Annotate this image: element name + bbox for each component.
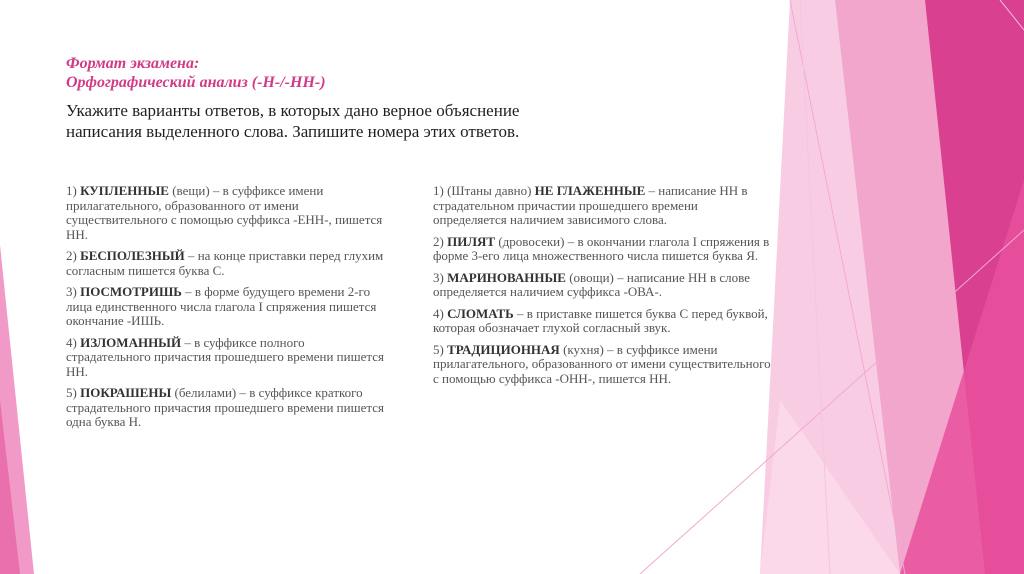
highlighted-word: ПИЛЯТ	[447, 233, 496, 249]
highlighted-word: БЕСПОЛЕЗНЫЙ	[80, 248, 185, 263]
answer-left-4: 4) ИЗЛОМАННЫЙ – в суффиксе полного страдательного причастия прошедшего времени пишется НН.	[66, 334, 384, 379]
answer-right-1: 1) (Штаны давно) НЕ ГЛАЖЕННЫЕ – написание НН в страдательном причастии прошедшего времени определяется наличием зависимого слова.	[433, 183, 748, 227]
answer-left-5: 5) ПОКРАШЕНЫ (белилами) – в суффиксе краткого страдательного причастия прошедшего времени пишется одна буква Н.	[66, 385, 384, 429]
answer-right-4: 4) СЛОМАТЬ – в приставке пишется буква С перед буквой, которая обозначает глухой согласный звук.	[433, 305, 768, 335]
answer-left-3: 3) ПОСМОТРИШЬ – в форме будущего времени 2-го лица единственного числа глагола I спряжения пишется окончание -ИШЬ.	[66, 284, 377, 328]
exam-title	[66, 54, 686, 92]
title-line-1: Формат экзамена:	[66, 55, 200, 72]
highlighted-word: НЕ ГЛАЖЕННЫЕ	[534, 183, 646, 198]
answer-left-2: 2) БЕСПОЛЕЗНЫЙ – на конце приставки перед глухим согласным пишется буква С.	[66, 248, 384, 278]
task-line-2: написания выделенного слова. Запишите номера этих ответов.	[66, 122, 520, 141]
answers-left-column	[66, 184, 388, 437]
answer-right-5: 5) ТРАДИЦИОННАЯ (кухня) – в суффиксе имени прилагательного, образованного от имени существительного с помощью суффикса -ОНН-, пишется НН.	[433, 341, 771, 386]
highlighted-word: СЛОМАТЬ	[447, 305, 514, 321]
task-text	[66, 100, 626, 142]
highlighted-word: МАРИНОВАННЫЕ	[447, 269, 566, 285]
highlighted-word: ПОКРАШЕНЫ	[80, 385, 172, 400]
highlighted-word: ПОСМОТРИШЬ	[80, 284, 182, 299]
highlighted-word: КУПЛЕННЫЕ	[80, 183, 169, 198]
highlighted-word: ТРАДИЦИОННАЯ	[447, 341, 560, 357]
highlighted-word: ИЗЛОМАННЫЙ	[80, 334, 182, 350]
answer-right-3: 3) МАРИНОВАННЫЕ (овощи) – написание НН в слове определяется наличием суффикса -ОВА-.	[433, 269, 750, 299]
task-line-1: Укажите варианты ответов, в которых дано верное объяснение	[66, 101, 520, 120]
answer-right-2: 2) ПИЛЯТ (дровосеки) – в окончании глагола I спряжения в форме 3-его лица множественного числа пишется буква Я.	[433, 233, 770, 263]
title-line-2: Орфографический анализ (-Н-/-НН-)	[66, 74, 326, 91]
answers-right-column	[433, 184, 773, 393]
answer-left-1: 1) КУПЛЕННЫЕ (вещи) – в суффиксе имени прилагательного, образованного от имени существительного с помощью суффикса -ЕНН-, пишется НН.	[66, 183, 383, 242]
